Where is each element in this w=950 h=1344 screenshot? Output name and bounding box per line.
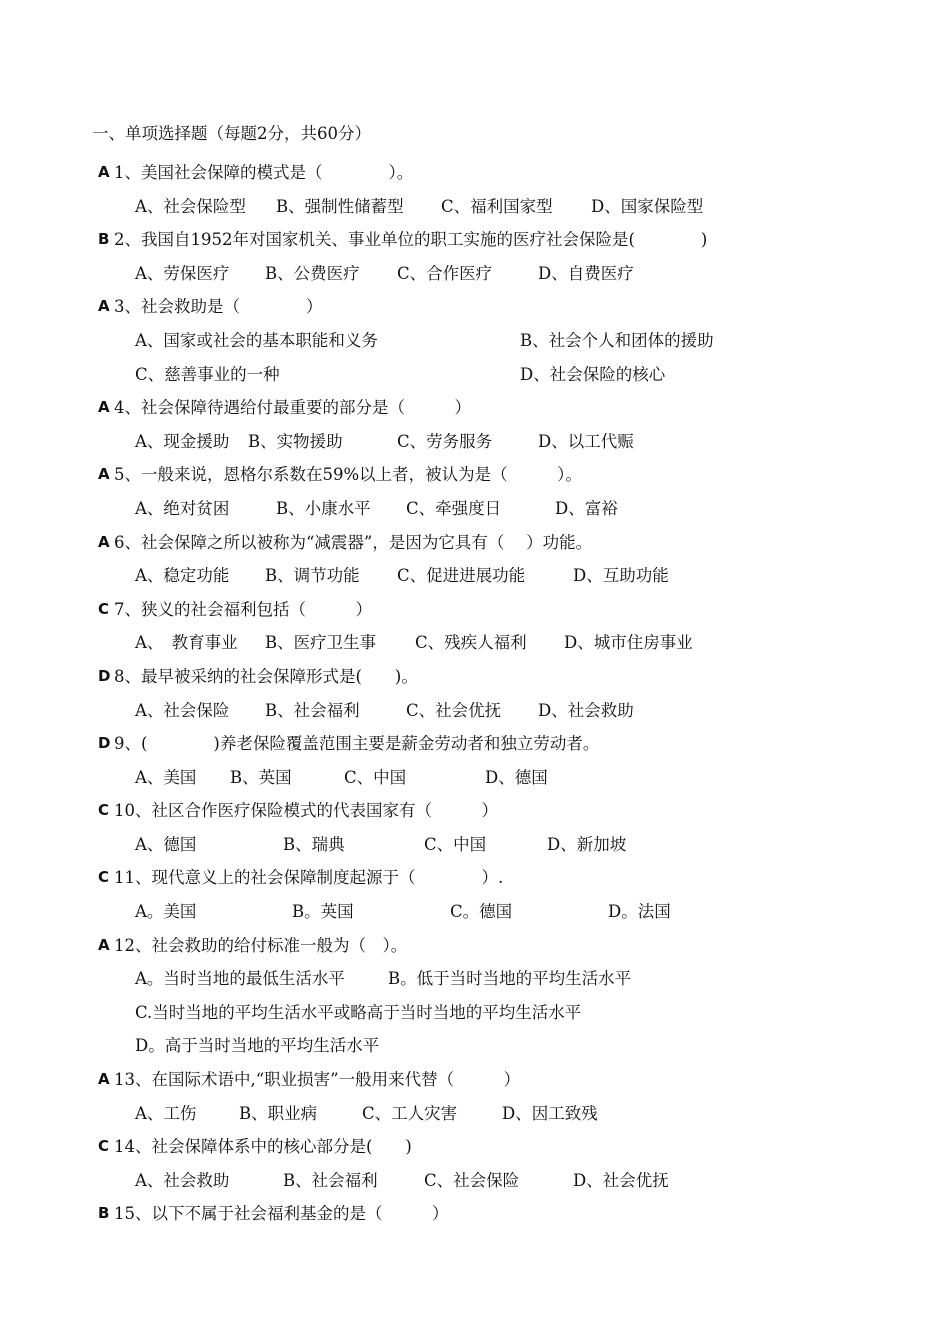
question-item	[98, 794, 918, 861]
option-row	[98, 626, 918, 660]
question-item	[98, 1197, 918, 1231]
question-text: 13、在国际术语中,“职业损害”一般用来代替（ ）	[114, 1070, 521, 1090]
question-text: 12、社会救助的给付标准一般为（ ）。	[114, 935, 408, 955]
option-row	[98, 425, 918, 459]
option: C、合作医疗	[397, 263, 493, 283]
option-row	[98, 190, 918, 224]
option: B、社会个人和团体的援助	[520, 330, 714, 350]
option-row	[98, 492, 918, 526]
question-item	[98, 1130, 918, 1197]
option-row	[98, 559, 918, 593]
question-stem	[98, 861, 918, 895]
question-item	[98, 727, 918, 794]
question-stem	[98, 458, 918, 492]
question-list	[98, 156, 918, 1231]
option: A。美国	[135, 902, 197, 922]
option: B、公费医疗	[265, 263, 360, 283]
option: B、小康水平	[276, 498, 371, 518]
option: C.当时当地的平均生活水平或略高于当时当地的平均生活水平	[135, 1002, 582, 1022]
answer-key: A	[98, 398, 110, 417]
question-text: 11、现代意义上的社会保障制度起源于（ ）.	[114, 868, 504, 888]
option: A、社会保险	[135, 700, 230, 720]
option: A、德国	[135, 834, 197, 854]
question-text: 14、社会保障体系中的核心部分是( )	[114, 1137, 412, 1157]
answer-key: D	[98, 666, 111, 685]
question-item	[98, 526, 918, 593]
question-stem	[98, 391, 918, 425]
question-item	[98, 223, 918, 290]
option: D、新加坡	[547, 834, 627, 854]
option: A、美国	[135, 767, 197, 787]
question-stem	[98, 1130, 918, 1164]
question-text: 8、最早被采纳的社会保障形式是( )。	[114, 666, 418, 686]
option: C、社会保险	[424, 1170, 520, 1190]
question-stem	[98, 290, 918, 324]
question-item	[98, 458, 918, 525]
question-text: 1、美国社会保障的模式是（ ）。	[114, 163, 414, 182]
question-stem	[98, 660, 918, 694]
option: A。当时当地的最低生活水平	[135, 969, 345, 989]
question-item	[98, 290, 918, 391]
option: C、中国	[344, 767, 407, 787]
option: D、社会优抚	[573, 1170, 669, 1190]
option-row	[98, 694, 918, 728]
option: B、强制性储蓄型	[276, 196, 404, 216]
option-row	[98, 1029, 918, 1063]
option: D、德国	[485, 767, 548, 787]
question-stem	[98, 929, 918, 963]
option: B、医疗卫生事	[265, 633, 377, 653]
option: A、稳定功能	[135, 566, 230, 586]
option: B。低于当时当地的平均生活水平	[388, 969, 632, 989]
question-text: 9、( )养老保险覆盖范围主要是薪金劳动者和独立劳动者。	[114, 734, 600, 754]
option: D、互助功能	[573, 566, 669, 586]
question-stem	[98, 223, 918, 257]
answer-key: A	[98, 532, 110, 551]
option: B、实物援助	[248, 431, 343, 451]
answer-key: B	[98, 1204, 110, 1223]
option: D、自费医疗	[538, 263, 634, 283]
question-item	[98, 660, 918, 727]
question-stem	[98, 1063, 918, 1097]
option: A、现金援助	[135, 431, 230, 451]
answer-key: A	[98, 1070, 110, 1089]
question-text: 6、社会保障之所以被称为“减震器”，是因为它具有（ ）功能。	[114, 532, 593, 552]
option-row	[98, 324, 918, 358]
option: A、工伤	[135, 1103, 197, 1123]
option-row	[98, 828, 918, 862]
question-text: 2、我国自1952年对国家机关、事业单位的职工实施的医疗社会保险是( )	[114, 230, 708, 250]
option: C。德国	[450, 902, 513, 922]
option: C、中国	[424, 834, 487, 854]
question-item	[98, 861, 918, 928]
answer-key: C	[98, 599, 110, 618]
option: B、社会福利	[265, 700, 360, 720]
answer-key: A	[98, 297, 110, 316]
option: A、社会保险型	[135, 196, 246, 216]
question-text: 15、以下不属于社会福利基金的是（ ）	[114, 1204, 449, 1224]
answer-key: C	[98, 1137, 110, 1156]
option: B。英国	[292, 902, 354, 922]
section-title: 一、单项选择题（每题2分，共60分）	[92, 124, 371, 143]
option: A、绝对贫困	[135, 498, 230, 518]
option-row	[98, 358, 918, 392]
question-item	[98, 929, 918, 1063]
option: B、瑞典	[283, 834, 345, 854]
option: A、 教育事业	[135, 633, 238, 653]
option: B、职业病	[239, 1103, 318, 1123]
option: D、社会保险的核心	[520, 364, 666, 384]
answer-key: D	[98, 734, 111, 753]
option: D。法国	[608, 902, 671, 922]
question-stem	[98, 526, 918, 560]
question-item	[98, 391, 918, 458]
option: C、劳务服务	[397, 431, 493, 451]
option: C、牵强度日	[406, 498, 502, 518]
option: D、国家保险型	[591, 196, 704, 216]
option-row	[98, 1097, 918, 1131]
answer-key: C	[98, 801, 110, 820]
option-row	[98, 996, 918, 1030]
question-item	[98, 1063, 918, 1130]
question-stem	[98, 794, 918, 828]
question-item	[98, 156, 918, 223]
option: B、社会福利	[283, 1170, 378, 1190]
option: A、社会救助	[135, 1170, 230, 1190]
question-text: 7、狭义的社会福利包括（ ）	[114, 599, 372, 619]
answer-key: C	[98, 868, 110, 887]
question-text: 3、社会救助是（ ）	[114, 297, 323, 317]
option-row	[98, 761, 918, 795]
option: D、城市住房事业	[564, 633, 693, 653]
question-text: 4、社会保障待遇给付最重要的部分是（ ）	[114, 398, 471, 418]
option-row	[98, 895, 918, 929]
answer-key: B	[98, 230, 110, 249]
question-text: 5、一般来说，恩格尔系数在59%以上者，被认为是（ ）。	[114, 465, 582, 485]
option: C、慈善事业的一种	[135, 364, 280, 384]
question-text: 10、社区合作医疗保险模式的代表国家有（ ）	[114, 801, 498, 821]
answer-key: A	[98, 935, 110, 954]
option: D、富裕	[555, 498, 618, 518]
option: D、以工代赈	[538, 431, 634, 451]
option: D。高于当时当地的平均生活水平	[135, 1036, 380, 1056]
option-row	[98, 962, 918, 996]
option: A、劳保医疗	[135, 263, 230, 283]
option: B、调节功能	[265, 566, 360, 586]
option: D、因工致残	[502, 1103, 598, 1123]
option: D、社会救助	[538, 700, 634, 720]
question-stem	[98, 1197, 918, 1231]
option: A、国家或社会的基本职能和义务	[135, 330, 378, 350]
question-item	[98, 593, 918, 660]
option: C、促进进展功能	[397, 566, 526, 586]
option: B、英国	[230, 767, 292, 787]
option-row	[98, 257, 918, 291]
question-stem	[98, 156, 918, 190]
option-row	[98, 1164, 918, 1198]
question-stem	[98, 593, 918, 627]
question-stem	[98, 727, 918, 761]
answer-key: A	[98, 163, 110, 181]
option: C、社会优抚	[406, 700, 502, 720]
answer-key: A	[98, 465, 110, 484]
option: C、工人灾害	[362, 1103, 458, 1123]
option: C、福利国家型	[441, 196, 553, 216]
option: C、残疾人福利	[415, 633, 527, 653]
